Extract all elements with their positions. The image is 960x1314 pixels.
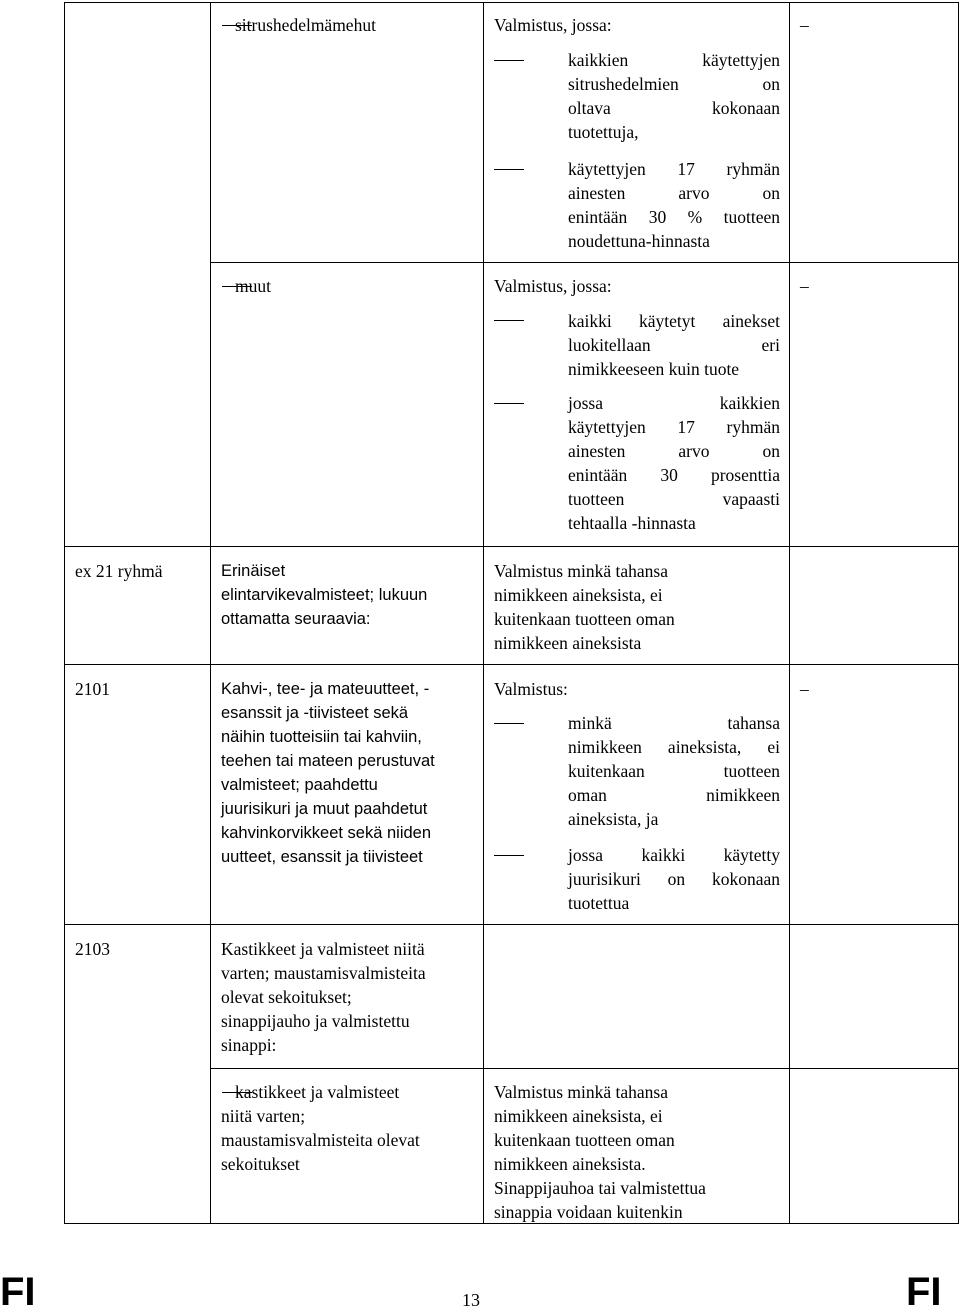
row-divider — [64, 924, 959, 925]
alternative-rule: – — [800, 276, 809, 296]
rule-line: sitrushedelmien on — [568, 74, 780, 94]
rule-heading: Valmistus: — [494, 679, 568, 699]
alternative-rule: – — [800, 15, 809, 35]
description-line: juurisikuri ja muut paahdetut — [221, 800, 428, 818]
description-line: kastikkeet ja valmisteet — [235, 1082, 400, 1102]
rule-line: käytettyjen 17 ryhmän — [568, 159, 780, 179]
product-description — [221, 677, 435, 869]
language-code-right: FI — [906, 1270, 942, 1314]
rule-line: Sinappijauhoa tai valmistettua — [494, 1178, 706, 1198]
description-line: näihin tuotteisiin tai kahviin, — [221, 728, 422, 746]
rule-line: kuitenkaan tuotteen — [568, 761, 780, 781]
rule-line: aineksista, ja — [568, 809, 659, 829]
rule-heading: Valmistus, jossa: — [494, 15, 612, 35]
row-divider — [64, 546, 959, 547]
dash-marker — [494, 320, 524, 321]
rule-line: nimikkeen aineksista, ei — [494, 585, 663, 605]
description-line: sinappijauho ja valmistettu — [221, 1011, 410, 1031]
description-line: kahvinkorvikkeet sekä niiden — [221, 824, 432, 842]
description-line: niitä varten; — [221, 1106, 306, 1126]
description-line: olevat sekoitukset; — [221, 987, 352, 1007]
description-line: Kahvi-, tee- ja mateuutteet, - — [221, 680, 430, 698]
description-line: Kastikkeet ja valmisteet niitä — [221, 939, 425, 959]
dash-marker — [494, 855, 524, 856]
rule-item — [568, 48, 780, 144]
rule-line: oman nimikkeen — [568, 785, 780, 805]
rule-line: minkä tahansa — [568, 713, 780, 733]
working-rule — [494, 1080, 706, 1224]
rule-item — [568, 391, 780, 535]
dash-marker — [494, 60, 524, 61]
description-line: maustamisvalmisteita olevat — [221, 1130, 420, 1150]
rule-line: tuotettuja, — [568, 122, 639, 142]
rule-line: nimikkeen aineksista, ei — [568, 737, 780, 757]
rule-line: tehtaalla -hinnasta — [568, 513, 696, 533]
column-line — [789, 2, 790, 1224]
rule-item — [568, 157, 780, 253]
rule-line: tuotteen vapaasti — [568, 489, 780, 509]
rule-item — [568, 711, 780, 831]
rule-line: kuitenkaan tuotteen oman — [494, 1130, 675, 1150]
description-line: uutteet, esanssit ja tiivisteet — [221, 848, 423, 866]
alternative-rule: – — [800, 679, 809, 699]
rule-line: juurisikuri on kokonaan — [568, 869, 780, 889]
working-rule — [494, 559, 675, 655]
rule-line: luokitellaan eri — [568, 335, 780, 355]
rule-line: noudettuna-hinnasta — [568, 231, 710, 251]
rule-line: jossa kaikki käytetty — [568, 845, 780, 865]
rule-line: ainesten arvo on — [568, 441, 780, 461]
rule-line: nimikkeeseen kuin tuote — [568, 359, 740, 379]
description-line: ottamatta seuraavia: — [221, 610, 371, 628]
heading-code: 2103 — [75, 939, 110, 959]
rule-heading: Valmistus, jossa: — [494, 276, 612, 296]
row-divider — [210, 262, 959, 263]
rule-line: Valmistus minkä tahansa — [494, 1082, 669, 1102]
table-top-border — [64, 2, 959, 3]
description-line: sekoitukset — [221, 1154, 300, 1174]
heading-code: 2101 — [75, 679, 110, 699]
rule-line: enintään 30 % tuotteen — [568, 207, 780, 227]
dash-marker — [494, 403, 524, 404]
rule-line: ainesten arvo on — [568, 183, 780, 203]
rule-line: sinappia voidaan kuitenkin — [494, 1202, 683, 1222]
rule-line: kaikki käytetyt ainekset — [568, 311, 780, 331]
rule-line: nimikkeen aineksista. — [494, 1154, 646, 1174]
description-line: sinappi: — [221, 1035, 277, 1055]
column-line — [64, 2, 65, 1224]
dash-marker — [494, 169, 524, 170]
row-divider — [64, 664, 959, 665]
rule-line: nimikkeen aineksista — [494, 633, 642, 653]
product-description: muut — [235, 276, 271, 296]
description-line: teehen tai mateen perustuvat — [221, 752, 435, 770]
product-description: sitrushedelmämehut — [235, 15, 376, 35]
rule-line: enintään 30 prosenttia — [568, 465, 780, 485]
rule-line: Valmistus minkä tahansa — [494, 561, 669, 581]
rule-line: oltava kokonaan — [568, 98, 780, 118]
description-line: varten; maustamisvalmisteita — [221, 963, 426, 983]
description-line: valmisteet; paahdettu — [221, 776, 378, 794]
description-line: elintarvikevalmisteet; lukuun — [221, 586, 428, 604]
rule-line: nimikkeen aineksista, ei — [494, 1106, 663, 1126]
heading-code: ex 21 ryhmä — [75, 561, 163, 581]
rule-line: kaikkien käytettyjen — [568, 50, 780, 70]
page-number: 13 — [462, 1290, 480, 1310]
rule-item — [568, 843, 780, 915]
description-line: Erinäiset — [221, 562, 286, 580]
rule-line: kuitenkaan tuotteen oman — [494, 609, 675, 629]
product-description — [221, 1080, 420, 1176]
row-divider — [210, 1068, 959, 1069]
column-line — [958, 2, 959, 1224]
column-line — [210, 2, 211, 1224]
rule-item — [568, 309, 780, 381]
language-code-left: FI — [0, 1270, 36, 1314]
product-description — [221, 937, 426, 1057]
description-line: esanssit ja -tiivisteet sekä — [221, 704, 409, 722]
column-line — [483, 2, 484, 1224]
rule-line: käytettyjen 17 ryhmän — [568, 417, 780, 437]
rule-line: jossa kaikkien — [568, 393, 780, 413]
rule-line: tuotettua — [568, 893, 630, 913]
dash-marker — [494, 723, 524, 724]
product-description — [221, 559, 427, 631]
